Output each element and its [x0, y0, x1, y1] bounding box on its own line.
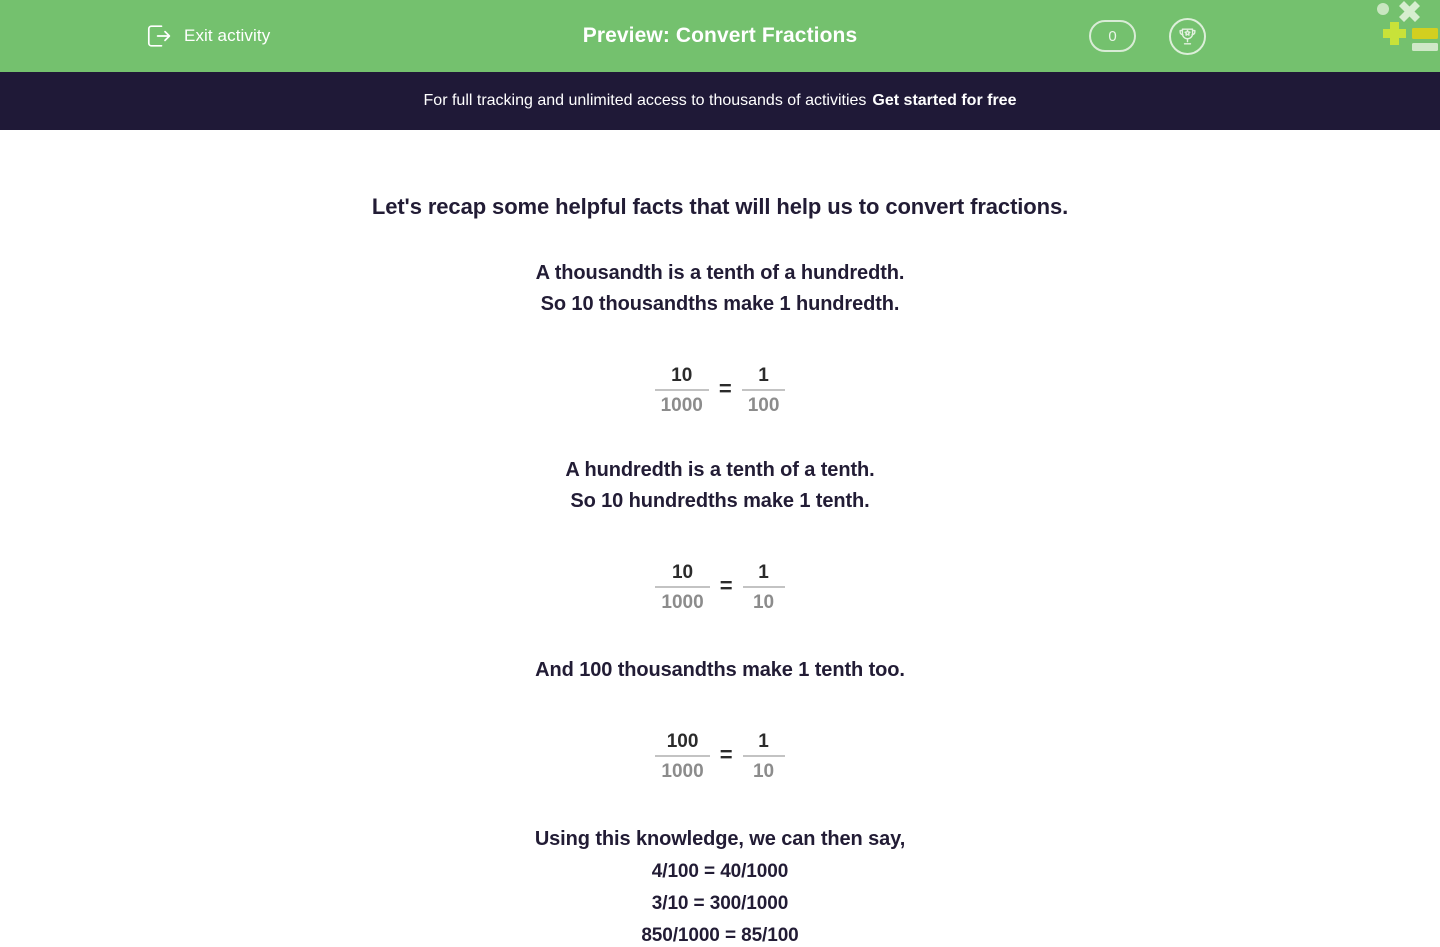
numerator: 1 — [758, 731, 769, 752]
equals-sign: = — [719, 572, 733, 598]
logo-plus-shape — [1383, 22, 1406, 45]
equation-3-left-fraction — [655, 732, 709, 781]
fact-block-1 — [0, 258, 1440, 320]
numerator: 10 — [671, 365, 693, 386]
equation-1-left-fraction — [655, 366, 709, 415]
denominator: 100 — [747, 395, 780, 416]
get-started-link[interactable]: Get started for free — [872, 92, 1017, 109]
fact-block-2 — [0, 455, 1440, 517]
fact-2-line-1: A hundredth is a tenth of a tenth. — [565, 459, 875, 481]
promo-banner-text: For full tracking and unlimited access to thousands of activities — [423, 92, 867, 109]
equation-2-right-fraction — [743, 563, 785, 612]
numerator: 10 — [671, 562, 694, 583]
activity-content — [0, 194, 1440, 947]
fact-3-line-1: And 100 thousandths make 1 tenth too. — [535, 659, 905, 681]
logo-x-shape — [1399, 1, 1420, 22]
app-header — [0, 0, 1440, 72]
denominator: 1000 — [660, 395, 703, 416]
page-title: Preview: Convert Fractions — [582, 24, 858, 47]
closing-lead: Using this knowledge, we can then say, — [534, 828, 906, 850]
trophy-icon — [1177, 26, 1198, 47]
logo-circle-shape — [1377, 3, 1389, 15]
fact-1-line-2: So 10 thousandths make 1 hundredth. — [540, 293, 900, 315]
closing-line-3: 850/1000 = 85/100 — [641, 925, 799, 946]
denominator: 10 — [752, 592, 775, 613]
exit-activity-label: Exit activity — [184, 26, 271, 45]
equation-1 — [0, 366, 1440, 415]
fact-1-line-1: A thousandth is a tenth of a hundredth. — [535, 262, 905, 284]
trophy-button[interactable] — [1169, 18, 1206, 55]
promo-banner — [0, 72, 1440, 130]
numerator: 1 — [758, 365, 769, 386]
denominator: 1000 — [661, 592, 704, 613]
recap-heading: Let's recap some helpful facts that will help us to convert fractions. — [371, 194, 1069, 219]
denominator: 1000 — [661, 761, 704, 782]
equation-3-right-fraction — [743, 732, 785, 781]
closing-line-1: 4/100 = 40/1000 — [651, 861, 789, 882]
closing-block — [0, 828, 1440, 947]
coin-count-badge[interactable] — [1089, 20, 1136, 52]
equals-sign: = — [718, 375, 732, 401]
logo-bar-light — [1412, 43, 1438, 51]
numerator: 100 — [666, 731, 699, 752]
denominator: 10 — [752, 761, 775, 782]
coin-count-value: 0 — [1108, 27, 1117, 45]
fact-block-3 — [0, 655, 1440, 686]
exit-door-arrow-icon — [146, 24, 172, 48]
equation-3 — [0, 732, 1440, 781]
equals-sign: = — [719, 741, 733, 767]
logo-bar-yellow — [1412, 28, 1438, 39]
numerator: 1 — [758, 562, 769, 583]
exit-activity-button[interactable] — [146, 0, 270, 72]
brand-logo-mark — [1368, 0, 1440, 56]
equation-2 — [0, 563, 1440, 612]
equation-2-left-fraction — [655, 563, 709, 612]
fact-2-line-2: So 10 hundredths make 1 tenth. — [570, 490, 870, 512]
equation-1-right-fraction — [742, 366, 786, 415]
closing-line-2: 3/10 = 300/1000 — [651, 893, 789, 914]
